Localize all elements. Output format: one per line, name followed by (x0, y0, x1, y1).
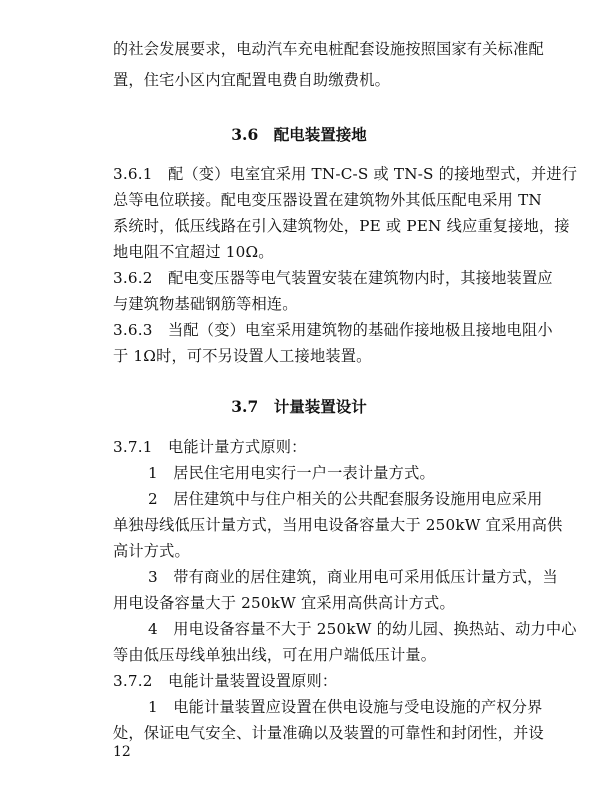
text-line: 处，保证电气安全、计量准确以及装置的可靠性和封闭性，并设 (113, 724, 544, 742)
text-line: 于 1Ω时，可不另设置人工接地装置。 (113, 347, 372, 365)
list-item: 4 用电设备容量不大于 250kW 的幼儿园、换热站、动力中心 (148, 620, 577, 638)
text-line: 地电阻不宜超过 10Ω。 (113, 243, 274, 261)
text-line: 置，住宅小区内宜配置电费自助缴费机。 (113, 71, 390, 89)
list-item: 3 带有商业的居住建筑，商业用电可采用低压计量方式，当 (148, 568, 558, 586)
text-line: 系统时，低压线路在引入建筑物处，PE 或 PEN 线应重复接地，接 (113, 217, 570, 235)
text-line: 的社会发展要求，电动汽车充电桩配套设施按照国家有关标准配 (113, 40, 544, 58)
section-heading-3-7: 3.7 计量装置设计 (231, 397, 367, 416)
clause-3-6-2: 3.6.2 配电变压器等电气装置安装在建筑物内时，其接地装置应 (113, 269, 553, 287)
text-line: 与建筑物基础钢筋等相连。 (113, 295, 298, 313)
page-number: 12 (113, 744, 131, 760)
text-line: 总等电位联接。配电变压器设置在建筑物外其低压配电采用 TN (113, 191, 542, 209)
clause-3-6-3: 3.6.3 当配（变）电室采用建筑物的基础作接地极且接地电阻小 (113, 321, 553, 339)
list-item: 1 居民住宅用电实行一户一表计量方式。 (148, 464, 435, 482)
text-line: 高计方式。 (113, 542, 190, 560)
list-item: 1 电能计量装置应设置在供电设施与受电设施的产权分界 (148, 698, 543, 716)
section-heading-3-6: 3.6 配电装置接地 (231, 125, 367, 144)
text-line: 等由低压母线单独出线，可在用户端低压计量。 (113, 646, 437, 664)
clause-3-6-1: 3.6.1 配（变）电室宜采用 TN-C-S 或 TN-S 的接地型式，并进行 (113, 165, 578, 183)
text-line: 单独母线低压计量方式，当用电设备容量大于 250kW 宜采用高供 (113, 516, 563, 534)
clause-3-7-2: 3.7.2 电能计量装置设置原则： (113, 672, 338, 690)
text-line: 用电设备容量大于 250kW 宜采用高供高计方式。 (113, 594, 455, 612)
clause-3-7-1: 3.7.1 电能计量方式原则： (113, 438, 307, 456)
list-item: 2 居住建筑中与住户相关的公共配套服务设施用电应采用 (148, 490, 543, 508)
